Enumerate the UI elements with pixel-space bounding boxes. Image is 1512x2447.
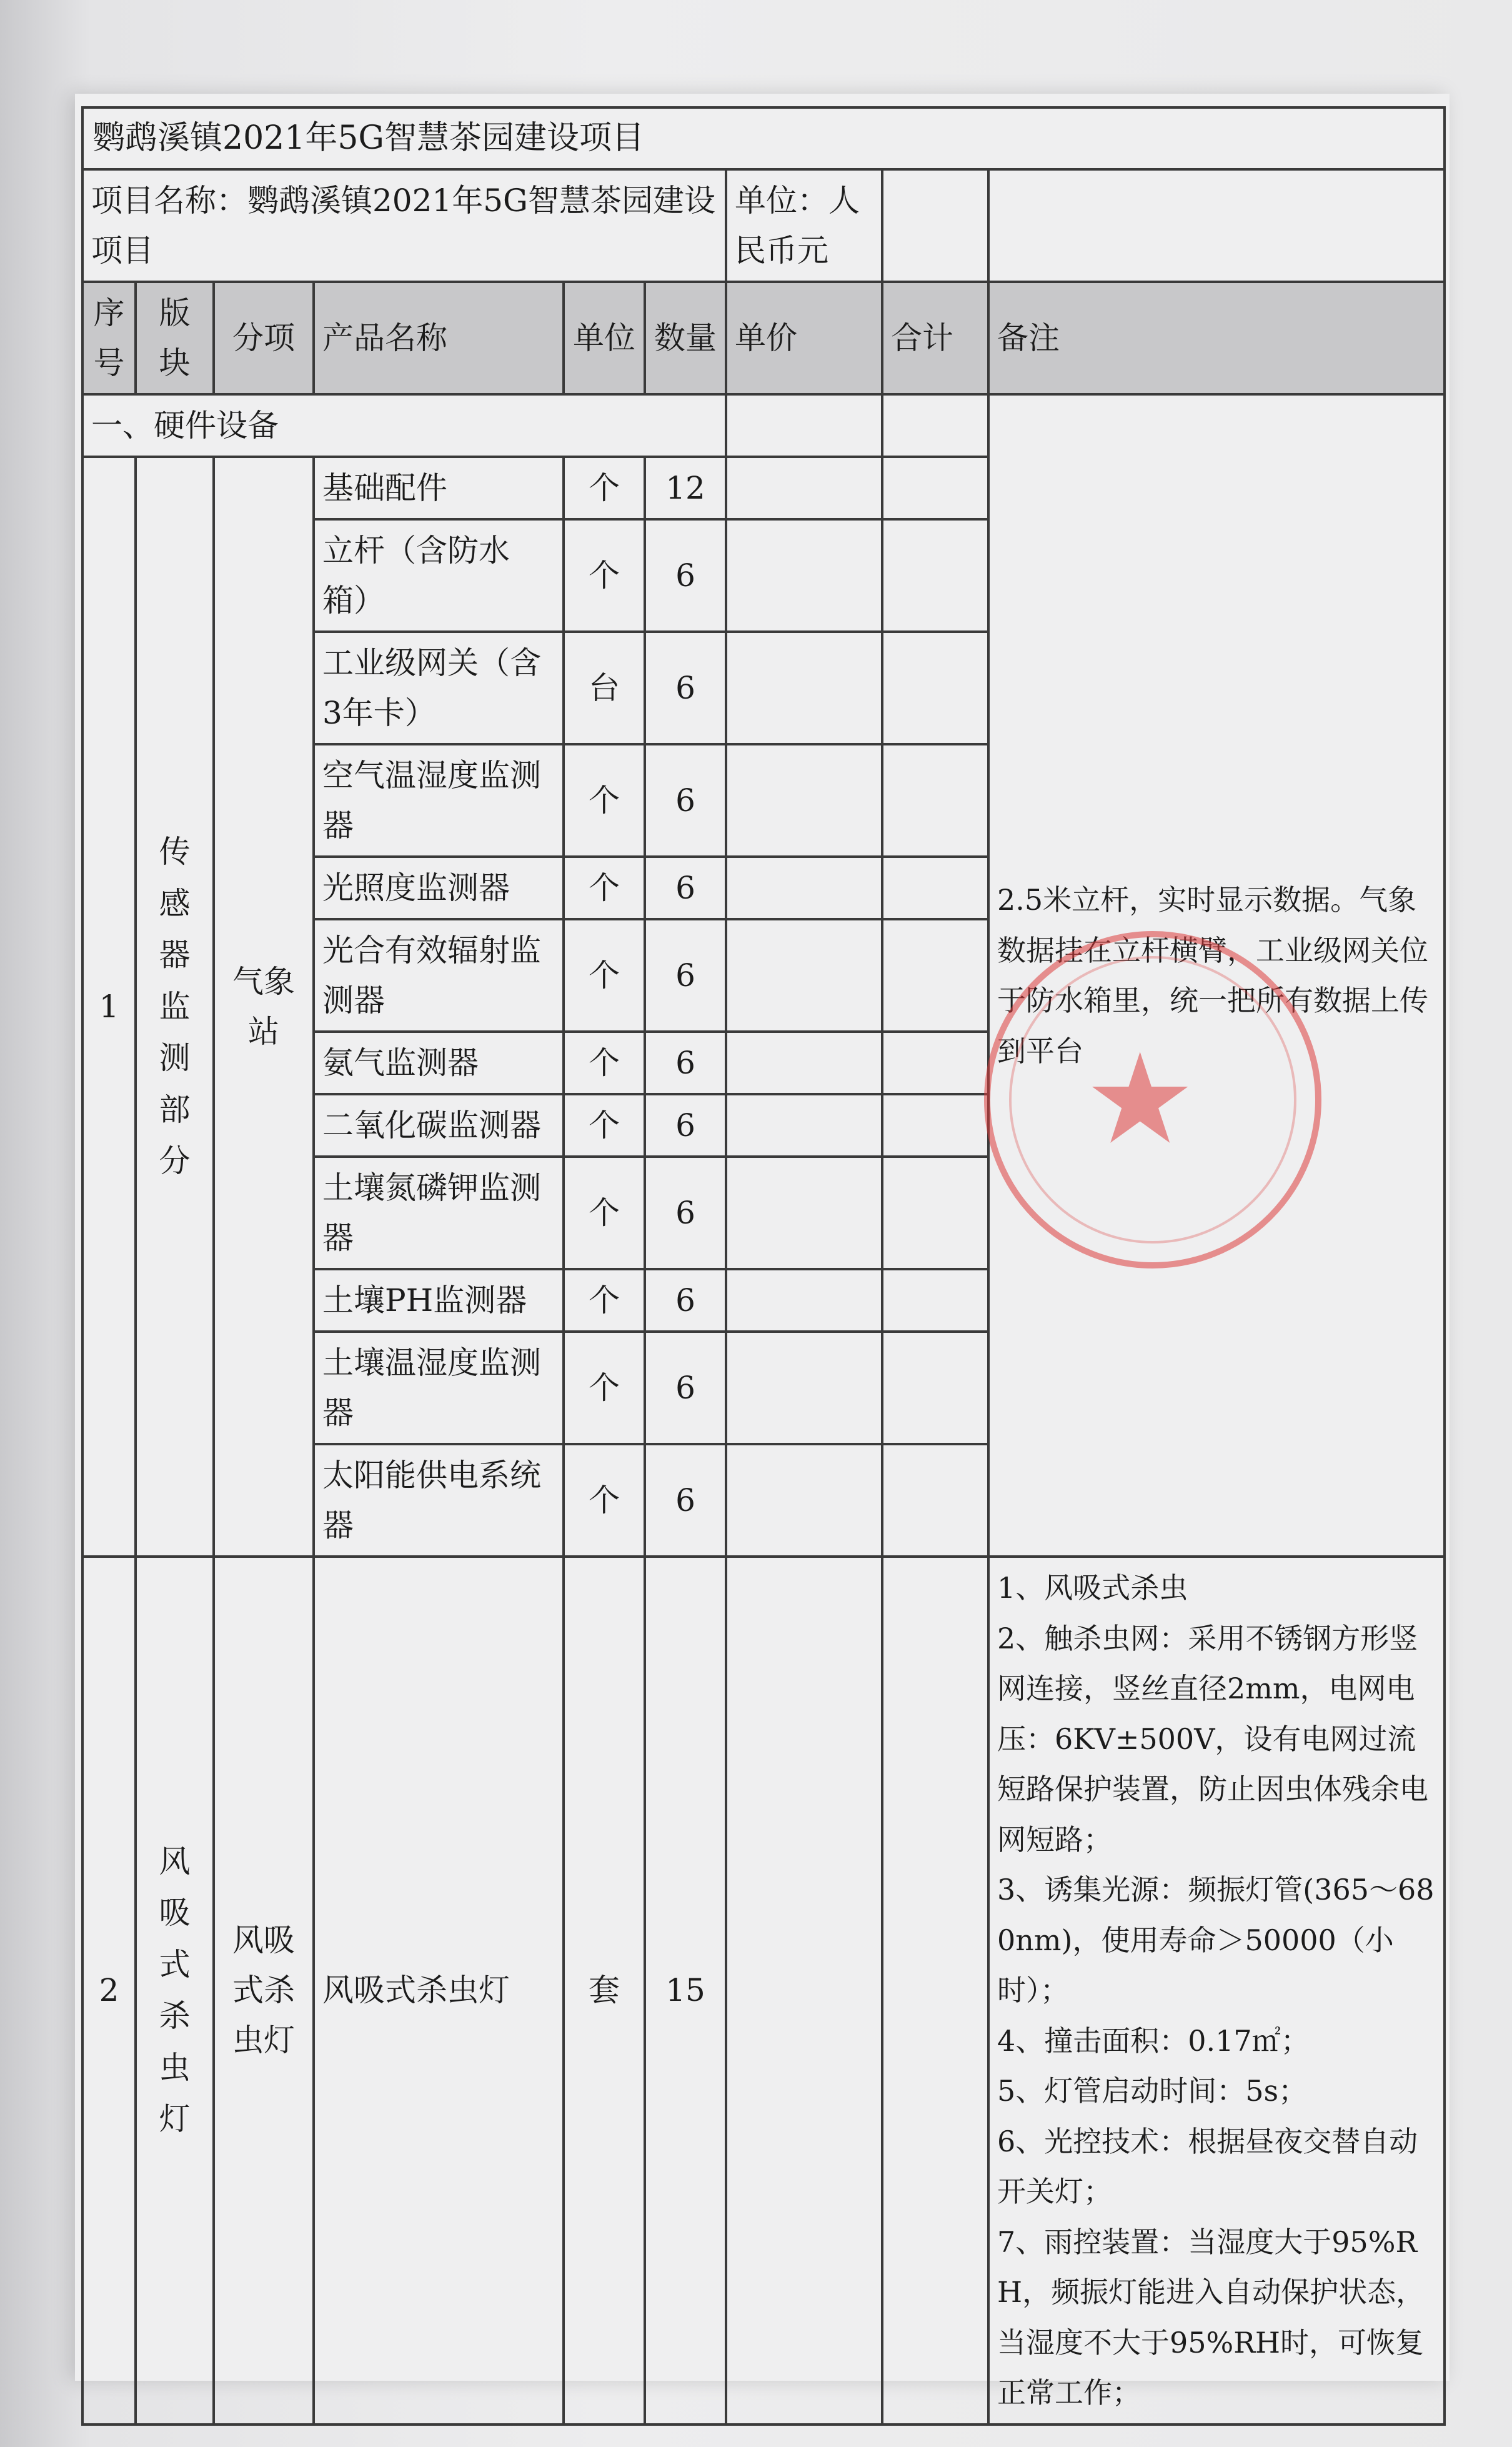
header-row xyxy=(82,282,1445,394)
item-price xyxy=(726,1332,882,1444)
item-total xyxy=(882,1444,988,1557)
item-price xyxy=(726,1269,882,1332)
item-price xyxy=(726,1032,882,1094)
remark-line: 7、雨控装置：当湿度大于95%RH，频振灯能进入自动保护状态，当湿度不大于95%RH时，可恢复正常工作； xyxy=(997,2225,1425,2410)
item-price xyxy=(726,1444,882,1557)
document-title: 鹦鹉溪镇2021年5G智慧茶园建设项目 xyxy=(82,107,1445,169)
item-total xyxy=(882,632,988,744)
item-total xyxy=(882,1269,988,1332)
item-name: 土壤温湿度监测器 xyxy=(314,1332,564,1444)
project-name: 项目名称：鹦鹉溪镇2021年5G智慧茶园建设项目 xyxy=(82,169,726,282)
item-qty: 6 xyxy=(645,1332,726,1444)
item-name: 光照度监测器 xyxy=(314,857,564,919)
blank-cell xyxy=(882,394,988,457)
header-block: 版块 xyxy=(136,282,214,394)
header-sub: 分项 xyxy=(214,282,314,394)
budget-table xyxy=(81,106,1446,2426)
item-unit: 个 xyxy=(564,1332,645,1444)
item-total xyxy=(882,744,988,857)
header-total: 合计 xyxy=(882,282,988,394)
item-qty: 12 xyxy=(645,457,726,519)
group2-name: 风吸式杀虫灯 xyxy=(314,1557,564,2425)
remark-line: 1、风吸式杀虫 xyxy=(997,1571,1188,1605)
item-total xyxy=(882,857,988,919)
item-qty: 6 xyxy=(645,1444,726,1557)
item-price xyxy=(726,919,882,1032)
group2-sub-text: 风吸式杀虫灯 xyxy=(232,1922,295,2059)
group1-remark: 2.5米立杆，实时显示数据。气象数据挂在立杆横臂，工业级网关位于防水箱里，统一把所有数据上传到平台 xyxy=(988,394,1445,1557)
header-qty: 数量 xyxy=(645,282,726,394)
item-qty: 6 xyxy=(645,919,726,1032)
item-price xyxy=(726,1094,882,1157)
item-qty: 6 xyxy=(645,1094,726,1157)
item-price xyxy=(726,1157,882,1269)
section-heading: 一、硬件设备 xyxy=(82,394,726,457)
unit-label: 单位：人民币元 xyxy=(726,169,882,282)
group2-remarks xyxy=(988,1557,1445,2425)
item-unit: 个 xyxy=(564,1032,645,1094)
title-row xyxy=(82,107,1445,169)
item-price xyxy=(726,632,882,744)
item-total xyxy=(882,519,988,632)
item-name: 工业级网关（含3年卡） xyxy=(314,632,564,744)
item-name: 土壤氮磷钾监测器 xyxy=(314,1157,564,1269)
header-seq: 序号 xyxy=(82,282,136,394)
remark-line: 2、触杀虫网：采用不锈钢方形竖网连接，竖丝直径2mm，电网电压：6KV±500V，设有电网过流短路保护装置，防止因虫体残余电网短路； xyxy=(997,1621,1428,1856)
item-name: 太阳能供电系统器 xyxy=(314,1444,564,1557)
item-unit: 个 xyxy=(564,457,645,519)
project-row xyxy=(82,169,1445,282)
blank-cell xyxy=(726,394,882,457)
item-unit: 个 xyxy=(564,1269,645,1332)
item-qty: 6 xyxy=(645,744,726,857)
item-name: 立杆（含防水箱） xyxy=(314,519,564,632)
table-row xyxy=(82,1557,1445,2425)
remark-line: 4、撞击面积：0.17㎡； xyxy=(997,2023,1310,2058)
item-qty: 6 xyxy=(645,632,726,744)
item-name: 二氧化碳监测器 xyxy=(314,1094,564,1157)
group2-qty: 15 xyxy=(645,1557,726,2425)
item-total xyxy=(882,1094,988,1157)
item-total xyxy=(882,457,988,519)
group2-block-text: 风吸式杀虫灯 xyxy=(159,1843,191,2138)
group2-total xyxy=(882,1557,988,2425)
item-total xyxy=(882,1032,988,1094)
item-name: 空气温湿度监测器 xyxy=(314,744,564,857)
group2-unit: 套 xyxy=(564,1557,645,2425)
item-total xyxy=(882,1332,988,1444)
group2-block xyxy=(136,1557,214,2425)
item-price xyxy=(726,857,882,919)
item-unit: 个 xyxy=(564,857,645,919)
item-total xyxy=(882,1157,988,1269)
group1-seq: 1 xyxy=(82,457,136,1557)
group1-block-text: 传感器监测部分 xyxy=(159,834,191,1180)
item-name: 光合有效辐射监测器 xyxy=(314,919,564,1032)
item-unit: 个 xyxy=(564,1157,645,1269)
remark-line: 5、灯管启动时间：5s； xyxy=(997,2074,1308,2108)
item-unit: 个 xyxy=(564,919,645,1032)
group2-price xyxy=(726,1557,882,2425)
item-unit: 个 xyxy=(564,1444,645,1557)
item-name: 土壤PH监测器 xyxy=(314,1269,564,1332)
blank-cell xyxy=(882,169,988,282)
item-price xyxy=(726,457,882,519)
group2-seq: 2 xyxy=(82,1557,136,2425)
star-icon: ★ xyxy=(1084,1027,1196,1172)
group2-sub xyxy=(214,1557,314,2425)
item-qty: 6 xyxy=(645,519,726,632)
item-unit: 个 xyxy=(564,519,645,632)
group1-block xyxy=(136,457,214,1557)
header-price: 单价 xyxy=(726,282,882,394)
remark-line: 3、诱集光源：频振灯管(365～680nm)，使用寿命＞50000（小时）； xyxy=(997,1873,1435,2008)
header-remark: 备注 xyxy=(988,282,1445,394)
group1-sub xyxy=(214,457,314,1557)
item-name: 氨气监测器 xyxy=(314,1032,564,1094)
item-price xyxy=(726,519,882,632)
blank-cell xyxy=(988,169,1445,282)
item-qty: 6 xyxy=(645,1032,726,1094)
item-total xyxy=(882,919,988,1032)
item-name: 基础配件 xyxy=(314,457,564,519)
item-qty: 6 xyxy=(645,1269,726,1332)
header-unit: 单位 xyxy=(564,282,645,394)
header-product: 产品名称 xyxy=(314,282,564,394)
item-unit: 台 xyxy=(564,632,645,744)
item-qty: 6 xyxy=(645,1157,726,1269)
group1-sub-text: 气象站 xyxy=(232,964,295,1050)
item-unit: 个 xyxy=(564,1094,645,1157)
item-price xyxy=(726,744,882,857)
remark-line: 6、光控技术：根据昼夜交替自动开关灯； xyxy=(997,2124,1418,2209)
section-row xyxy=(82,394,1445,457)
item-qty: 6 xyxy=(645,857,726,919)
item-unit: 个 xyxy=(564,744,645,857)
